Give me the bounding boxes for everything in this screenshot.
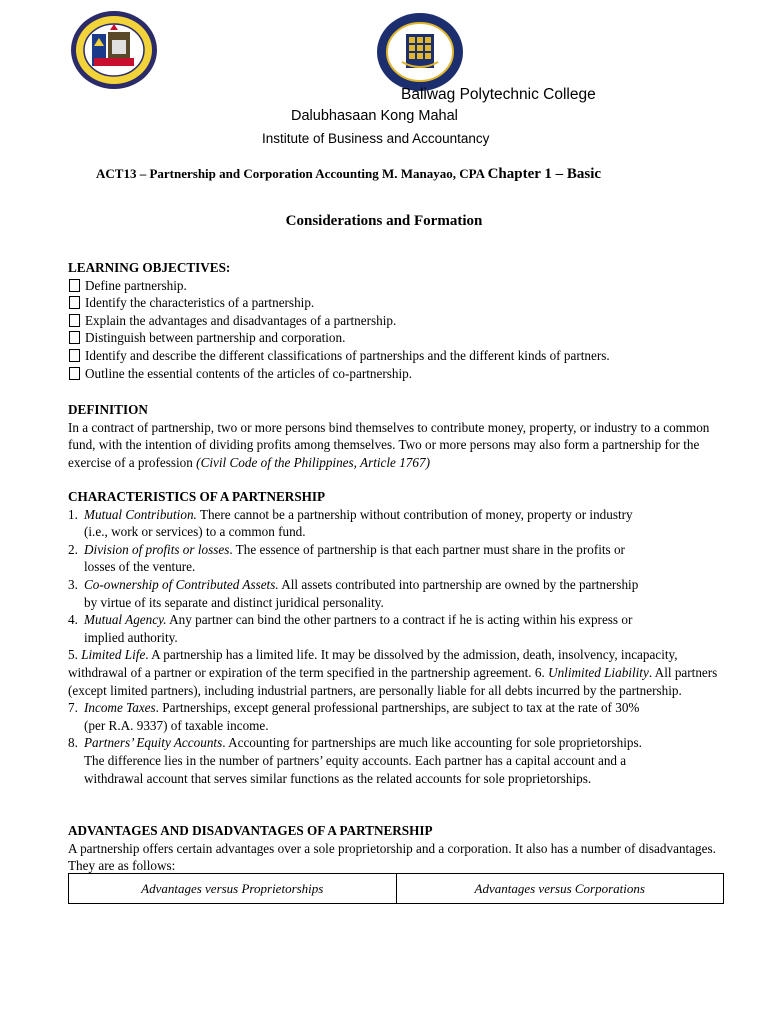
objective-item: Outline the essential contents of the articles of co-partnership. [68, 365, 728, 383]
table-header-row [69, 874, 724, 904]
characteristic-item: 3. Co-ownership of Contributed Assets. All assets contributed into partnership are owned by the partnership [68, 576, 639, 592]
objective-item: Identify and describe the different classifications of partnerships and the different kinds of partners. [68, 347, 728, 365]
college-name: Baliwag Polytechnic College [401, 86, 596, 103]
college-seal-icon [70, 10, 158, 90]
characteristic-continuation: (i.e., work or services) to a common fund. [84, 524, 306, 540]
table-header-cell: Advantages versus Proprietorships [69, 874, 397, 904]
characteristic-item: 8. Partners’ Equity Accounts. Accounting for partnerships are much like accounting for sole proprietorships. [68, 735, 642, 751]
objectives-heading: LEARNING OBJECTIVES: [68, 260, 231, 275]
learning-objectives [68, 259, 728, 382]
institute-name: Institute of Business and Accountancy [262, 131, 490, 146]
characteristic-continuation: withdrawal account that serves similar functions as the related accounts for sole proprietorships. [84, 770, 592, 786]
characteristic-continuation: implied authority. [84, 629, 178, 645]
characteristic-item: 7. Income Taxes. Partnerships, except general professional partnerships, are subject to tax at the rate of 30% [68, 700, 640, 716]
advantages-section [68, 822, 730, 875]
chapter-title: Considerations and Formation [285, 213, 483, 229]
characteristics-heading: CHARACTERISTICS OF A PARTNERSHIP [68, 489, 326, 504]
institute-seal-icon [376, 12, 464, 92]
definition-section [68, 401, 730, 471]
department-name: Dalubhasaan Kong Mahal [291, 108, 458, 124]
checkbox-icon [69, 367, 80, 380]
characteristic-continuation: losses of the venture. [84, 559, 196, 575]
characteristic-item: 1. Mutual Contribution. There cannot be a partnership without contribution of money, property or industry [68, 506, 633, 522]
checkbox-icon [69, 296, 80, 309]
course-line [96, 166, 601, 183]
advantages-table [68, 873, 724, 904]
objective-item: Identify the characteristics of a partnership. [68, 294, 728, 312]
characteristics-section [68, 488, 730, 787]
chapter-label: Chapter 1 – Basic [487, 166, 602, 182]
definition-heading: DEFINITION [68, 402, 148, 417]
definition-text: In a contract of partnership, two or more persons bind themselves to contribute money, property, or industry to a common fund, with the intention of dividing profits among themselves. Two or more persons may also form a partnership for the exercise of a profession (Civil Code of the Philippines, Article 1767) [68, 419, 710, 470]
checkbox-icon [69, 279, 80, 292]
checkbox-icon [69, 349, 80, 362]
advantages-text: A partnership offers certain advantages over a sole proprietorship and a corporation. It also has a number of disadvantages. They are as follows: [68, 840, 716, 874]
characteristic-item: 4. Mutual Agency. Any partner can bind the other partners to a contract if he is acting within his express or [68, 612, 633, 628]
objective-item: Define partnership. [68, 277, 728, 295]
objective-item: Distinguish between partnership and corporation. [68, 329, 728, 347]
table-header-cell: Advantages versus Corporations [396, 874, 724, 904]
checkbox-icon [69, 331, 80, 344]
course-title: ACT13 – Partnership and Corporation Accounting M. Manayao, CPA [96, 166, 488, 181]
objective-item: Explain the advantages and disadvantages of a partnership. [68, 312, 728, 330]
characteristic-item-5-6: 5. Limited Life. A partnership has a limited life. It may be dissolved by the admission, death, insolvency, incapacity, withdrawal of a partner or expiration of the term specified in the partnership agreement. 6. Unlimited Liability. All partners (except limited partners), including industrial partners, are personally liable for all debts incurred by the partnership. [68, 647, 718, 698]
advantages-heading: ADVANTAGES AND DISADVANTAGES OF A PARTNERSHIP [68, 823, 433, 838]
institute-logo [376, 12, 464, 92]
characteristic-continuation: The difference lies in the number of partners’ equity accounts. Each partner has a capital account and a [84, 752, 627, 768]
characteristic-continuation: (per R.A. 9337) of taxable income. [84, 717, 269, 733]
college-logo [70, 10, 158, 90]
characteristic-item: 2. Division of profits or losses. The essence of partnership is that each partner must share in the profits or [68, 541, 625, 557]
characteristic-continuation: by virtue of its separate and distinct juridical personality. [84, 594, 384, 610]
checkbox-icon [69, 314, 80, 327]
definition-citation: (Civil Code of the Philippines, Article 1767) [196, 454, 430, 470]
